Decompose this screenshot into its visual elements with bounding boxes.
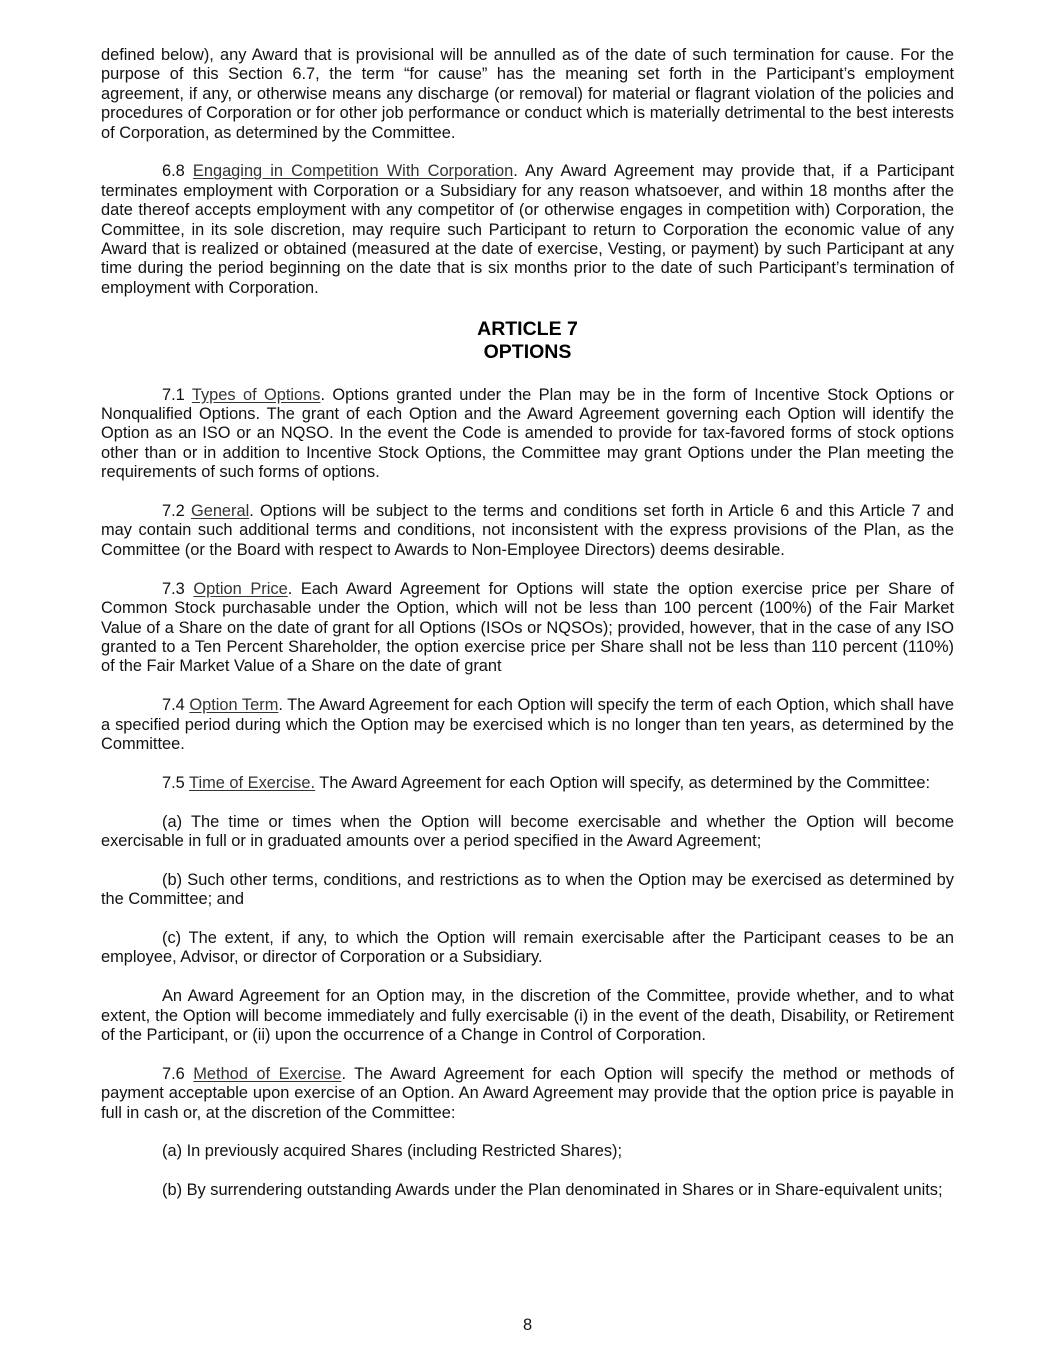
section-heading: Types of Options — [191, 385, 321, 404]
section-heading: Method of Exercise — [193, 1064, 342, 1083]
section-text: . Any Award Agreement may provide that, if a Participant terminates employment with Corporation or a Subsidiary for any reason whatsoever, and within 18 months after the date thereof accepts employment with any competitor of (or otherwise engages in competition with) Corporation, the Committee, in its sole discretion, may require such Participant to return to Corporation the economic value of any Award that is realized or obtained (measured at the date of exercise, Vesting, or payment) by such Participant at any time during the period beginning on the date that is six months prior to the date of such Participant’s termination of employment with Corporation. — [101, 162, 955, 297]
paragraph-7-5-b: (b) Such other terms, conditions, and restrictions as to when the Option may be exercised as determined by the Committee; and — [101, 870, 954, 909]
section-heading: General — [190, 502, 250, 521]
paragraph-7-3 — [101, 580, 954, 677]
article-title: ARTICLE 7 — [477, 317, 578, 340]
section-heading: Option Price — [193, 579, 288, 598]
section-number: 7.3 — [162, 579, 194, 598]
section-heading: Engaging in Competition With Corporation — [192, 162, 514, 181]
paragraph-6-8 — [101, 162, 954, 298]
article-heading — [101, 318, 954, 365]
section-text: . The Award Agreement for each Option will specify the method or methods of payment acceptable upon exercise of an Option. An Award Agreement may provide that the option price is payable in full in cash or, at the discretion of the Committee: — [101, 1064, 955, 1122]
paragraph-7-1 — [101, 386, 954, 483]
paragraph-7-2 — [101, 502, 954, 560]
page-number: 8 — [522, 1316, 533, 1334]
section-number: 7.2 — [162, 502, 191, 521]
section-number: 7.5 — [162, 773, 190, 792]
paragraph-7-4 — [101, 696, 954, 754]
paragraph-6-7-continuation: defined below), any Award that is provisional will be annulled as of the date of such termination for cause. For the purpose of this Section 6.7, the term “for cause” has the meaning set forth in the Participant’s employment agreement, if any, or otherwise means any discharge (or removal) for material or flagrant violation of the policies and procedures of Corporation or for other job performance or conduct which is materially detrimental to the best interests of Corporation, as determined by the Committee. — [101, 46, 954, 142]
article-subtitle: OPTIONS — [483, 341, 572, 364]
section-heading: Option Term — [189, 696, 279, 715]
section-heading: Time of Exercise. — [189, 773, 316, 792]
paragraph-7-5 — [101, 774, 954, 793]
section-text: . Options will be subject to the terms and conditions set forth in Article 6 and this Article 7 and may contain such additional terms and conditions, not inconsistent with the express provisions of the Plan, as the Committee (or the Board with respect to Awards to Non-Employee Directors) deems desirable. — [101, 502, 954, 559]
section-text: . The Award Agreement for each Option will specify the term of each Option, which shall have a specified period during which the Option may be exercised which is no longer than ten years, as determined by the Committee. — [101, 696, 954, 753]
section-number: 7.1 — [162, 385, 192, 404]
section-text: The Award Agreement for each Option will specify, as determined by the Committee: — [315, 773, 930, 792]
section-number: 7.4 — [162, 696, 190, 715]
section-text: . Options granted under the Plan may be in the form of Incentive Stock Options or Nonqualified Options. The grant of each Option and the Award Agreement governing each Option will identify the Option as an ISO or an NQSO. In the event the Code is amended to provide for tax-favored forms of stock options other than or in addition to Incentive Stock Options, the Committee may grant Options under the Plan meeting the requirements of such forms of options. — [101, 385, 954, 482]
paragraph-7-5-c: (c) The extent, if any, to which the Option will remain exercisable after the Participant ceases to be an employee, Advisor, or director of Corporation or a Subsidiary. — [101, 928, 954, 967]
section-number: 6.8 — [162, 162, 193, 181]
section-text: . Each Award Agreement for Options will state the option exercise price per Share of Common Stock purchasable under the Option, which will not be less than 100 percent (100%) of the Fair Market Value of a Share on the date of grant for all Options (ISOs or NQSOs); provided, however, that in the case of any ISO granted to a Ten Percent Shareholder, the option exercise price per Share shall not be less than 110 percent (110%) of the Fair Market Value of a Share on the date of grant — [101, 579, 954, 676]
paragraph-7-5-tail: An Award Agreement for an Option may, in the discretion of the Committee, provide whether, and to what extent, the Option will become immediately and fully exercisable (i) in the event of the death, Disability, or Retirement of the Participant, or (ii) upon the occurrence of a Change in Control of Corporation. — [101, 987, 954, 1044]
paragraph-7-6-a: (a) In previously acquired Shares (including Restricted Shares); — [162, 1142, 623, 1161]
section-number: 7.6 — [162, 1064, 194, 1083]
paragraph-7-6 — [101, 1065, 954, 1123]
document-page — [101, 46, 954, 1220]
paragraph-7-5-a: (a) The time or times when the Option will become exercisable and whether the Option will become exercisable in full or in graduated amounts over a period specified in the Award Agreement; — [101, 812, 954, 850]
paragraph-7-6-b: (b) By surrendering outstanding Awards under the Plan denominated in Shares or in Share-equivalent units; — [162, 1181, 943, 1200]
